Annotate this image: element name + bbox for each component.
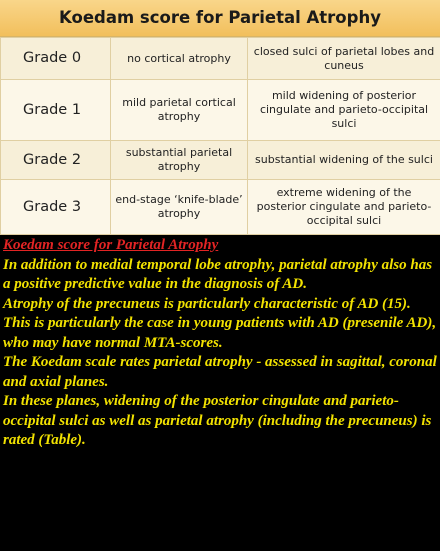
table-row: [1, 180, 440, 235]
cortex-cell: end-stage ‘knife-blade’ atrophy: [111, 180, 248, 235]
table-row: [1, 141, 440, 180]
grade-cell: Grade 2: [1, 141, 111, 180]
table-row: [1, 80, 440, 141]
sulci-cell: mild widening of posterior cingulate and parieto-occipital sulci: [248, 80, 440, 141]
koedam-table: [0, 37, 440, 235]
cortex-cell: substantial parietal atrophy: [111, 141, 248, 180]
grade-cell: Grade 3: [1, 180, 111, 235]
sulci-cell: substantial widening of the sulci: [248, 141, 440, 180]
grade-cell: Grade 1: [1, 80, 111, 141]
text-paragraph: The Koedam scale rates parietal atrophy - assessed in sagittal, coronal and axial planes.: [3, 354, 437, 390]
text-paragraph: This is particularly the case in young patients with AD (presenile AD), who may have normal MTA-scores.: [3, 315, 437, 351]
sulci-cell: extreme widening of the posterior cingulate and parieto-occipital sulci: [248, 180, 440, 235]
text-paragraph: In addition to medial temporal lobe atrophy, parietal atrophy also has a positive predictive value in the diagnosis of AD.: [3, 256, 433, 292]
text-heading: Koedam score for Parietal Atrophy: [3, 237, 219, 253]
text-paragraph: In these planes, widening of the posterior cingulate and parieto-occipital sulci as well as parietal atrophy (including the precuneus) is rated (Table).: [3, 393, 432, 448]
cortex-cell: mild parietal cortical atrophy: [111, 80, 248, 141]
text-panel: [3, 236, 437, 451]
koedam-table-panel: [0, 0, 440, 234]
cortex-cell: no cortical atrophy: [111, 38, 248, 80]
table-title: Koedam score for Parietal Atrophy: [0, 0, 440, 37]
table-row: [1, 38, 440, 80]
sulci-cell: closed sulci of parietal lobes and cuneus: [248, 38, 440, 80]
grade-cell: Grade 0: [1, 38, 111, 80]
text-paragraph: Atrophy of the precuneus is particularly characteristic of AD (15).: [3, 295, 411, 312]
